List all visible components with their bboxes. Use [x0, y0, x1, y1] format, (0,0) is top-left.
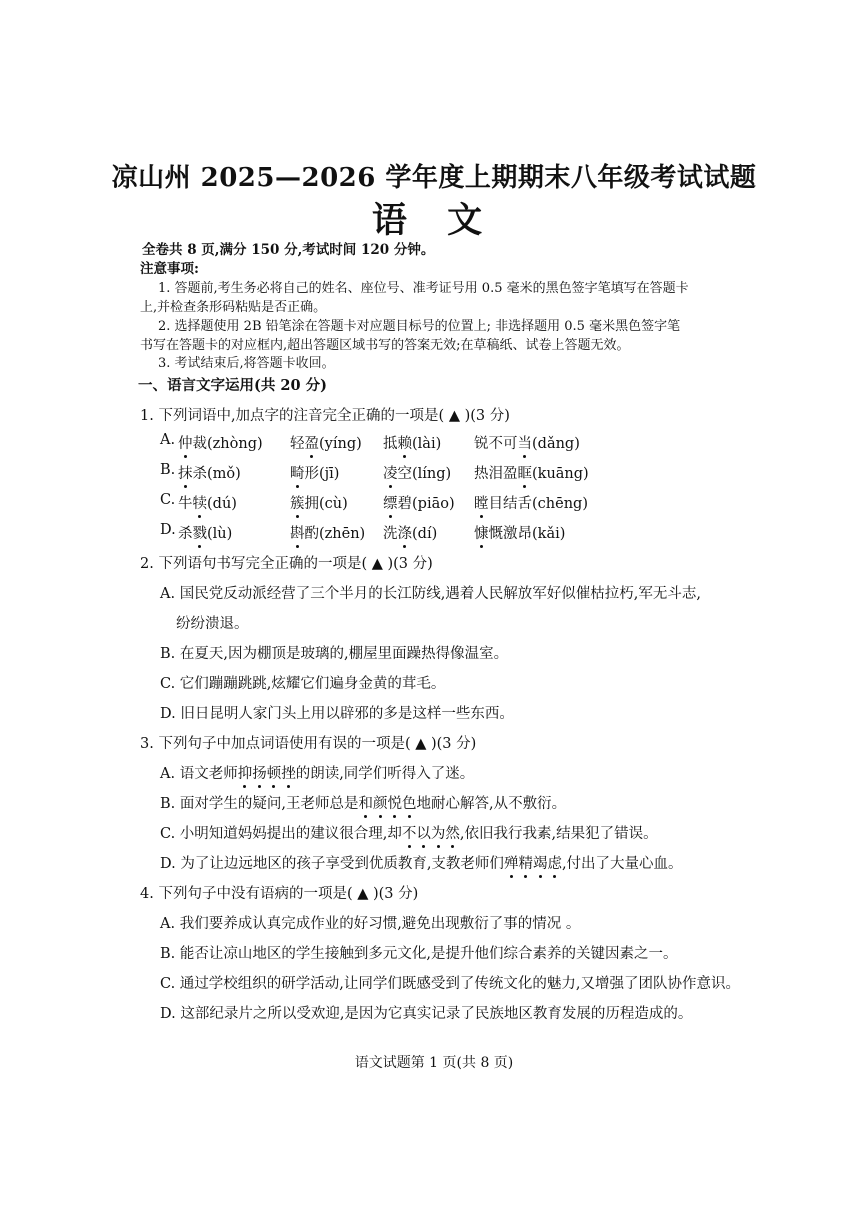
dotted-character: 凌	[383, 462, 398, 483]
question-1-word	[383, 432, 441, 453]
word-suffix: 碧(piāo)	[397, 496, 455, 512]
dotted-character: 赖	[398, 432, 413, 453]
dotted-character: 竭	[533, 852, 548, 873]
question-2-option-c: C. 它们蹦蹦跳跳,炫耀它们遍身金黄的茸毛。	[160, 676, 446, 692]
word-suffix: (lù)	[207, 526, 233, 542]
question-1-word	[290, 432, 362, 453]
dotted-character: 不	[402, 822, 417, 843]
dotted-character: 为	[431, 822, 446, 843]
question-1-word	[178, 492, 237, 513]
question-1-word	[178, 522, 232, 543]
note-2-line-2: 书写在答题卡的对应框内,超出答题区域书写的答案无效;在草稿纸、试卷上答题无效。	[140, 338, 630, 353]
dotted-character: 涤	[398, 522, 413, 543]
question-1-option-label: C.	[160, 492, 176, 508]
question-4-option-d: D. 这部纪录片之所以受欢迎,是因为它真实记录了民族地区教育发展的历程造成的。	[160, 1006, 693, 1022]
note-1-line-2: 上,并检查条形码粘贴是否正确。	[140, 300, 327, 315]
word-suffix: 裁(zhòng)	[192, 436, 263, 452]
word-suffix: (dǎng)	[532, 436, 580, 452]
question-3-stem: 3. 下列句子中加点词语使用有误的一项是( ▲ )(3 分)	[140, 736, 477, 752]
q3a-emphasis	[238, 766, 296, 782]
dotted-character: 当	[518, 432, 533, 453]
question-1-word	[178, 432, 263, 453]
q3a-post: 的朗读,同学们听得入了迷。	[295, 766, 475, 782]
question-1-word	[474, 432, 580, 453]
question-1-word	[178, 462, 241, 483]
dotted-character: 虑	[547, 852, 562, 873]
dotted-character: 抹	[178, 462, 193, 483]
question-3-option-b	[160, 792, 566, 813]
dotted-character: 和	[358, 792, 373, 813]
question-2-option-b: B. 在夏天,因为棚顶是玻璃的,棚屋里面躁热得像温室。	[160, 646, 509, 662]
question-2-stem: 2. 下列语句书写完全正确的一项是( ▲ )(3 分)	[140, 556, 433, 572]
exam-info: 全卷共 8 页,满分 150 分,考试时间 120 分钟。	[142, 242, 435, 258]
dotted-character: 斟	[290, 522, 305, 543]
q3d-emphasis	[504, 856, 562, 872]
q3c-pre: C. 小明知道妈妈提出的建议很合理,却	[160, 826, 402, 842]
question-1-word	[383, 462, 451, 483]
word-suffix: 空(líng)	[397, 466, 452, 482]
question-1-word	[383, 492, 455, 513]
word-suffix: 杀(mǒ)	[192, 466, 241, 482]
dotted-character: 戮	[193, 522, 208, 543]
word-prefix: 锐不可	[474, 436, 518, 452]
word-suffix: 酌(zhēn)	[304, 526, 366, 542]
note-3: 3. 考试结束后,将答题卡收回。	[158, 356, 335, 371]
q3b-post: 地耐心解答,从不敷衍。	[416, 796, 567, 812]
question-1-word	[290, 462, 339, 483]
q3d-post: ,付出了大量心血。	[561, 856, 683, 872]
question-4-stem: 4. 下列句子中没有语病的一项是( ▲ )(3 分)	[140, 886, 419, 902]
question-1-word	[474, 522, 565, 543]
word-prefix: 抵	[383, 436, 398, 452]
word-suffix: 慨激昂(kǎi)	[488, 526, 566, 542]
question-4-option-c: C. 通过学校组织的研学活动,让同学们既感受到了传统文化的魅力,又增强了团队协作意识。	[160, 976, 741, 992]
question-1-option-label: A.	[160, 432, 176, 448]
dotted-character: 顿	[267, 762, 282, 783]
q3b-pre: B. 面对学生的疑问,王老师总是	[160, 796, 359, 812]
dotted-character: 然	[445, 822, 460, 843]
dotted-character: 仲	[178, 432, 193, 453]
q3c-emphasis	[402, 826, 460, 842]
dotted-character: 瞠	[474, 492, 489, 513]
notes-heading: 注意事项:	[140, 261, 199, 277]
dotted-character: 犊	[193, 492, 208, 513]
exam-title: 凉山州 2025—2026 学年度上期期末八年级考试试题	[111, 163, 757, 193]
question-4-option-b: B. 能否让凉山地区的学生接触到多元文化,是提升他们综合素养的关键因素之一。	[160, 946, 678, 962]
question-2-option-a-line-1: A. 国民党反动派经营了三个半月的长江防线,遇着人民解放军好似催枯拉朽,军无斗志,	[160, 586, 702, 602]
word-prefix: 洗	[383, 526, 398, 542]
dotted-character: 色	[402, 792, 417, 813]
word-prefix: 杀	[178, 526, 193, 542]
question-4-option-a: A. 我们要养成认真完成作业的好习惯,避免出现敷衍了事的情况 。	[160, 916, 581, 932]
dotted-character: 挫	[281, 762, 296, 783]
subject-title: 语 文	[371, 200, 497, 241]
question-3-option-c	[160, 822, 658, 843]
question-1-word	[383, 522, 437, 543]
word-suffix: 形(jī)	[304, 466, 340, 482]
dotted-character: 殚	[504, 852, 519, 873]
word-suffix: (yíng)	[319, 436, 362, 452]
word-suffix: (dí)	[412, 526, 438, 542]
dotted-character: 颜	[373, 792, 388, 813]
dotted-character: 慷	[474, 522, 489, 543]
dotted-character: 抑	[238, 762, 253, 783]
word-prefix: 牛	[178, 496, 193, 512]
question-1-option-label: B.	[160, 462, 176, 478]
word-suffix: 目结舌(chēng)	[488, 496, 588, 512]
section-heading-1: 一、语言文字运用(共 20 分)	[138, 377, 327, 394]
word-suffix: (lài)	[412, 436, 442, 452]
word-prefix: 热泪盈	[474, 466, 518, 482]
dotted-character: 簇	[290, 492, 305, 513]
question-2-option-a-line-2: 纷纷溃退。	[176, 616, 249, 632]
word-suffix: (dú)	[207, 496, 237, 512]
dotted-character: 畸	[290, 462, 305, 483]
word-suffix: (kuāng)	[532, 466, 589, 482]
question-3-option-a	[160, 762, 474, 783]
page-footer: 语文试题第 1 页(共 8 页)	[354, 1055, 514, 1071]
question-1-word	[474, 462, 589, 483]
q3a-pre: A. 语文老师	[160, 766, 238, 782]
question-1-stem: 1. 下列词语中,加点字的注音完全正确的一项是( ▲ )(3 分)	[140, 408, 510, 424]
word-prefix: 轻	[290, 436, 305, 452]
dotted-character: 眶	[518, 462, 533, 483]
q3c-post: ,依旧我行我素,结果犯了错误。	[459, 826, 658, 842]
note-2-line-1: 2. 选择题使用 2B 铅笔涂在答题卡对应题目标号的位置上; 非选择题用 0.5 毫米黑色签字笔	[158, 319, 681, 334]
dotted-character: 扬	[252, 762, 267, 783]
question-2-option-d: D. 旧日昆明人家门头上用以辟邪的多是这样一些东西。	[160, 706, 514, 722]
question-1-word	[474, 492, 588, 513]
dotted-character: 以	[416, 822, 431, 843]
dotted-character: 盈	[305, 432, 320, 453]
question-1-word	[290, 492, 348, 513]
question-1-word	[290, 522, 365, 543]
note-1-line-1: 1. 答题前,考生务必将自己的姓名、座位号、准考证号用 0.5 毫米的黑色签字笔填写在答题卡	[158, 281, 689, 296]
question-1-option-label: D.	[160, 522, 176, 538]
dotted-character: 精	[518, 852, 533, 873]
q3b-emphasis	[358, 796, 416, 812]
dotted-character: 悦	[387, 792, 402, 813]
dotted-character: 缥	[383, 492, 398, 513]
question-3-option-d	[160, 852, 683, 873]
word-suffix: 拥(cù)	[304, 496, 348, 512]
q3d-pre: D. 为了让边远地区的孩子享受到优质教育,支教老师们	[160, 856, 504, 872]
